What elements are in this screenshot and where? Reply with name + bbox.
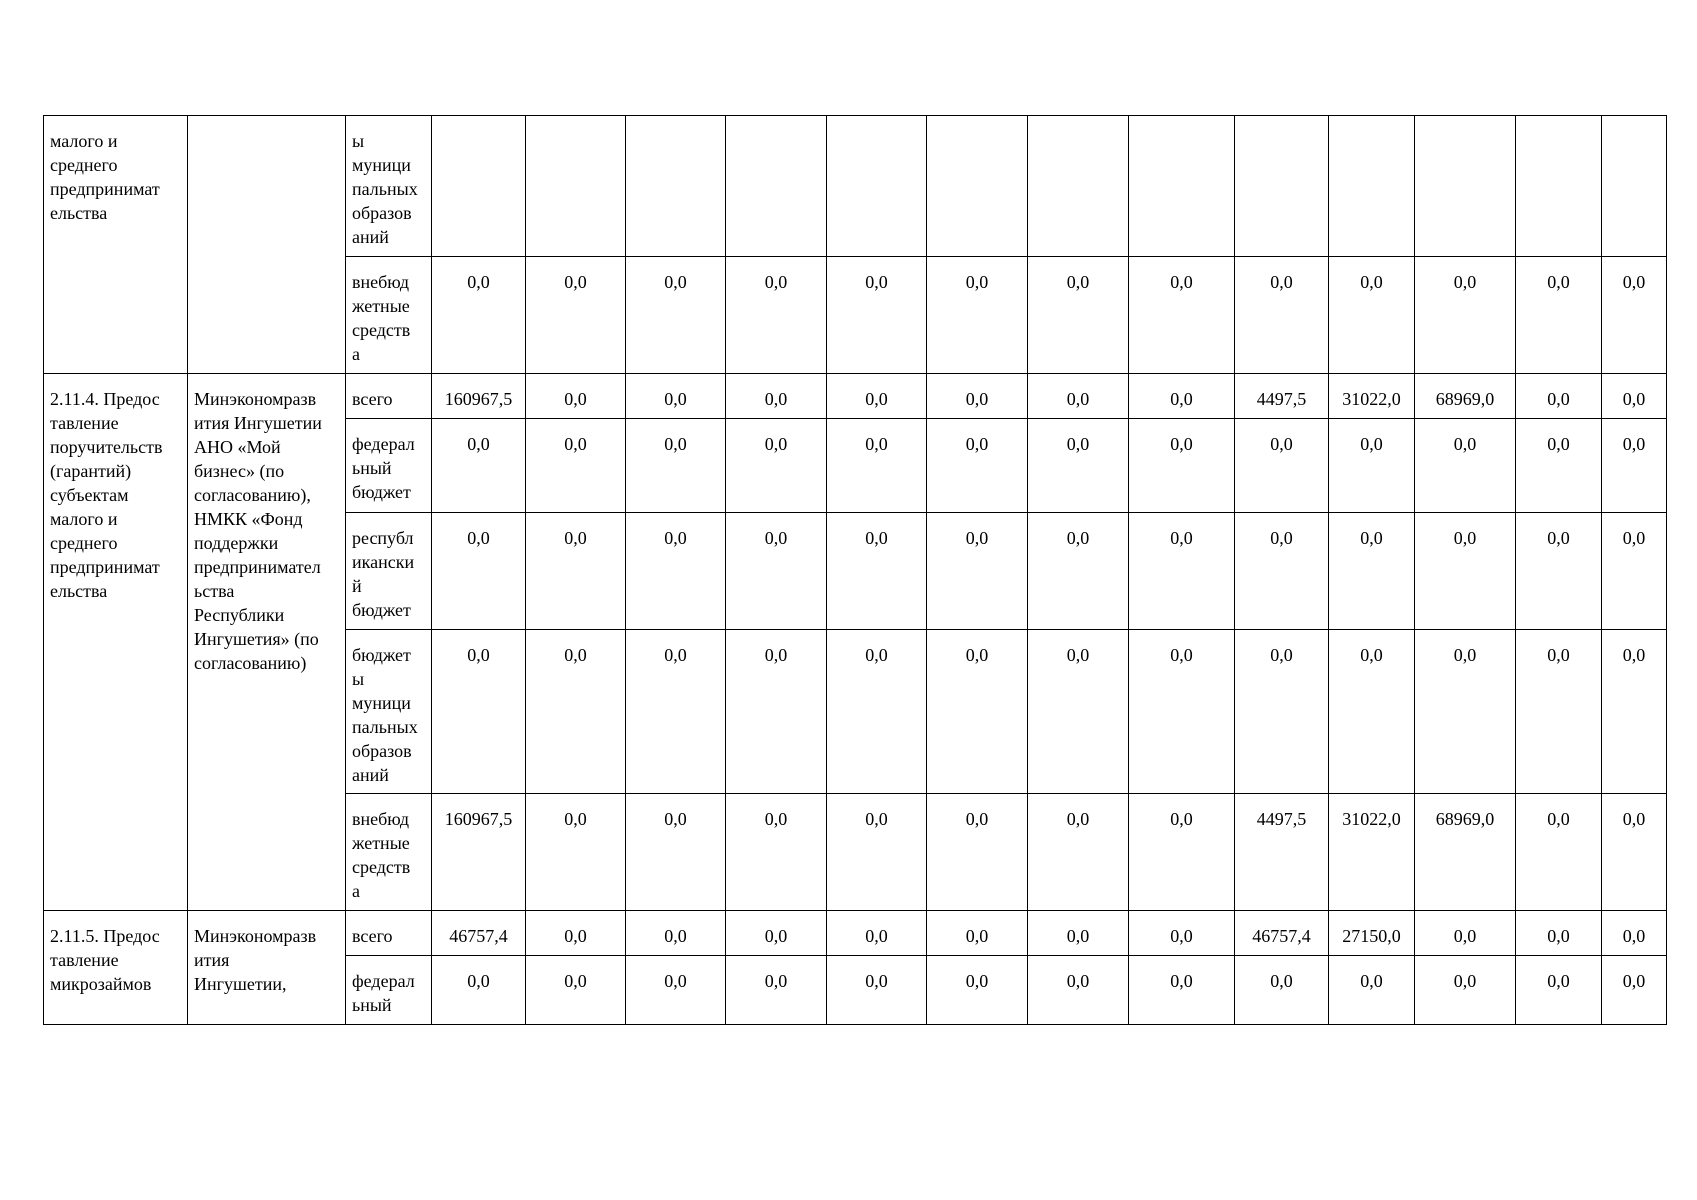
value-cell: 0,0 [626,911,726,956]
value-cell [1028,116,1129,257]
value-cell [1415,116,1516,257]
value-cell: 0,0 [432,956,526,1025]
value-cell: 0,0 [726,956,827,1025]
value-cell: 0,0 [1329,630,1415,794]
value-cell: 0,0 [1516,794,1602,911]
value-cell: 0,0 [1129,374,1235,419]
value-cell: 0,0 [1516,513,1602,630]
value-cell: 0,0 [726,513,827,630]
table-row [44,374,1667,419]
value-cell: 0,0 [1028,794,1129,911]
value-cell: 0,0 [1129,419,1235,513]
value-cell: 0,0 [626,956,726,1025]
value-cell: 0,0 [927,374,1028,419]
value-cell [927,116,1028,257]
value-cell [726,116,827,257]
value-cell: 0,0 [1235,630,1329,794]
value-cell: 0,0 [927,911,1028,956]
value-cell: 0,0 [626,794,726,911]
value-cell: 68969,0 [1415,374,1516,419]
value-cell: 0,0 [1329,419,1415,513]
funding-source-cell: всего [346,374,432,419]
value-cell: 0,0 [1516,419,1602,513]
value-cell: 0,0 [1415,956,1516,1025]
value-cell: 0,0 [1028,956,1129,1025]
measure-cell: малого и среднего предпринимат ельства [44,116,188,374]
value-cell: 0,0 [1235,513,1329,630]
value-cell: 0,0 [1129,794,1235,911]
executor-cell: Минэкономразв ития Ингушетии, [188,911,346,1025]
value-cell: 0,0 [626,630,726,794]
value-cell: 0,0 [1602,630,1667,794]
value-cell: 0,0 [526,513,626,630]
value-cell: 0,0 [827,513,927,630]
value-cell: 0,0 [726,257,827,374]
value-cell: 0,0 [726,794,827,911]
value-cell: 0,0 [1028,374,1129,419]
value-cell: 4497,5 [1235,794,1329,911]
value-cell [1235,116,1329,257]
value-cell: 0,0 [827,257,927,374]
value-cell: 0,0 [726,911,827,956]
value-cell: 0,0 [1129,956,1235,1025]
funding-source-cell: республ икански й бюджет [346,513,432,630]
value-cell [1516,116,1602,257]
value-cell: 0,0 [1329,513,1415,630]
value-cell [1129,116,1235,257]
value-cell [1602,116,1667,257]
value-cell [827,116,927,257]
value-cell: 0,0 [526,374,626,419]
value-cell: 0,0 [1028,911,1129,956]
value-cell: 0,0 [1415,257,1516,374]
value-cell: 0,0 [432,630,526,794]
value-cell: 0,0 [1129,911,1235,956]
value-cell: 0,0 [827,911,927,956]
value-cell: 0,0 [526,630,626,794]
value-cell: 0,0 [1516,630,1602,794]
value-cell: 0,0 [927,419,1028,513]
table-row [44,911,1667,956]
value-cell: 31022,0 [1329,374,1415,419]
value-cell: 0,0 [1129,257,1235,374]
value-cell: 27150,0 [1329,911,1415,956]
value-cell: 0,0 [1602,419,1667,513]
value-cell: 0,0 [726,374,827,419]
value-cell: 0,0 [1028,513,1129,630]
value-cell: 68969,0 [1415,794,1516,911]
value-cell: 0,0 [1028,257,1129,374]
value-cell: 4497,5 [1235,374,1329,419]
value-cell: 0,0 [1415,513,1516,630]
value-cell: 160967,5 [432,374,526,419]
value-cell: 0,0 [1516,374,1602,419]
value-cell: 0,0 [827,374,927,419]
funding-source-cell: внебюд жетные средств а [346,794,432,911]
funding-source-cell: федерал ьный бюджет [346,419,432,513]
value-cell: 0,0 [432,257,526,374]
value-cell: 0,0 [1329,956,1415,1025]
value-cell: 0,0 [1516,911,1602,956]
value-cell: 46757,4 [432,911,526,956]
value-cell: 0,0 [1415,911,1516,956]
value-cell: 0,0 [726,630,827,794]
value-cell: 160967,5 [432,794,526,911]
value-cell [626,116,726,257]
value-cell: 0,0 [1415,419,1516,513]
value-cell: 0,0 [927,794,1028,911]
value-cell: 0,0 [1602,513,1667,630]
executor-cell: Минэкономразв ития Ингушетии АНО «Мой бизнес» (по согласованию), НМКК «Фонд поддержки предпринимател ьства Республики Ингушетия» (по согласованию) [188,374,346,911]
value-cell: 0,0 [1516,956,1602,1025]
value-cell: 0,0 [726,419,827,513]
funding-source-cell: федерал ьный [346,956,432,1025]
value-cell: 0,0 [927,630,1028,794]
value-cell: 0,0 [626,513,726,630]
value-cell [432,116,526,257]
value-cell: 0,0 [1602,794,1667,911]
value-cell: 0,0 [1028,630,1129,794]
value-cell: 0,0 [927,257,1028,374]
value-cell: 0,0 [1329,257,1415,374]
value-cell: 46757,4 [1235,911,1329,956]
value-cell: 0,0 [1602,257,1667,374]
value-cell: 0,0 [1602,911,1667,956]
value-cell: 0,0 [1129,513,1235,630]
value-cell: 0,0 [432,419,526,513]
value-cell: 0,0 [827,419,927,513]
value-cell: 0,0 [626,419,726,513]
value-cell: 31022,0 [1329,794,1415,911]
funding-source-cell: внебюд жетные средств а [346,257,432,374]
value-cell: 0,0 [526,419,626,513]
value-cell [526,116,626,257]
value-cell: 0,0 [827,630,927,794]
funding-source-cell: бюджет ы муници пальных образов аний [346,630,432,794]
value-cell: 0,0 [1235,956,1329,1025]
value-cell: 0,0 [1516,257,1602,374]
value-cell: 0,0 [432,513,526,630]
value-cell [1329,116,1415,257]
value-cell: 0,0 [1028,419,1129,513]
value-cell: 0,0 [526,794,626,911]
funding-source-cell: ы муници пальных образов аний [346,116,432,257]
measure-cell: 2.11.4. Предос тавление поручительств (гарантий) субъектам малого и среднего предпринимат ельства [44,374,188,911]
value-cell: 0,0 [1602,956,1667,1025]
value-cell: 0,0 [927,513,1028,630]
value-cell: 0,0 [1235,419,1329,513]
value-cell: 0,0 [526,257,626,374]
value-cell: 0,0 [1235,257,1329,374]
program-financing-table [43,115,1667,1025]
table-row [44,116,1667,257]
value-cell: 0,0 [1602,374,1667,419]
value-cell: 0,0 [1415,630,1516,794]
measure-cell: 2.11.5. Предос тавление микрозаймов [44,911,188,1025]
funding-source-cell: всего [346,911,432,956]
value-cell: 0,0 [827,794,927,911]
value-cell: 0,0 [927,956,1028,1025]
executor-cell [188,116,346,374]
value-cell: 0,0 [626,257,726,374]
value-cell: 0,0 [526,911,626,956]
value-cell: 0,0 [1129,630,1235,794]
value-cell: 0,0 [626,374,726,419]
value-cell: 0,0 [827,956,927,1025]
value-cell: 0,0 [526,956,626,1025]
